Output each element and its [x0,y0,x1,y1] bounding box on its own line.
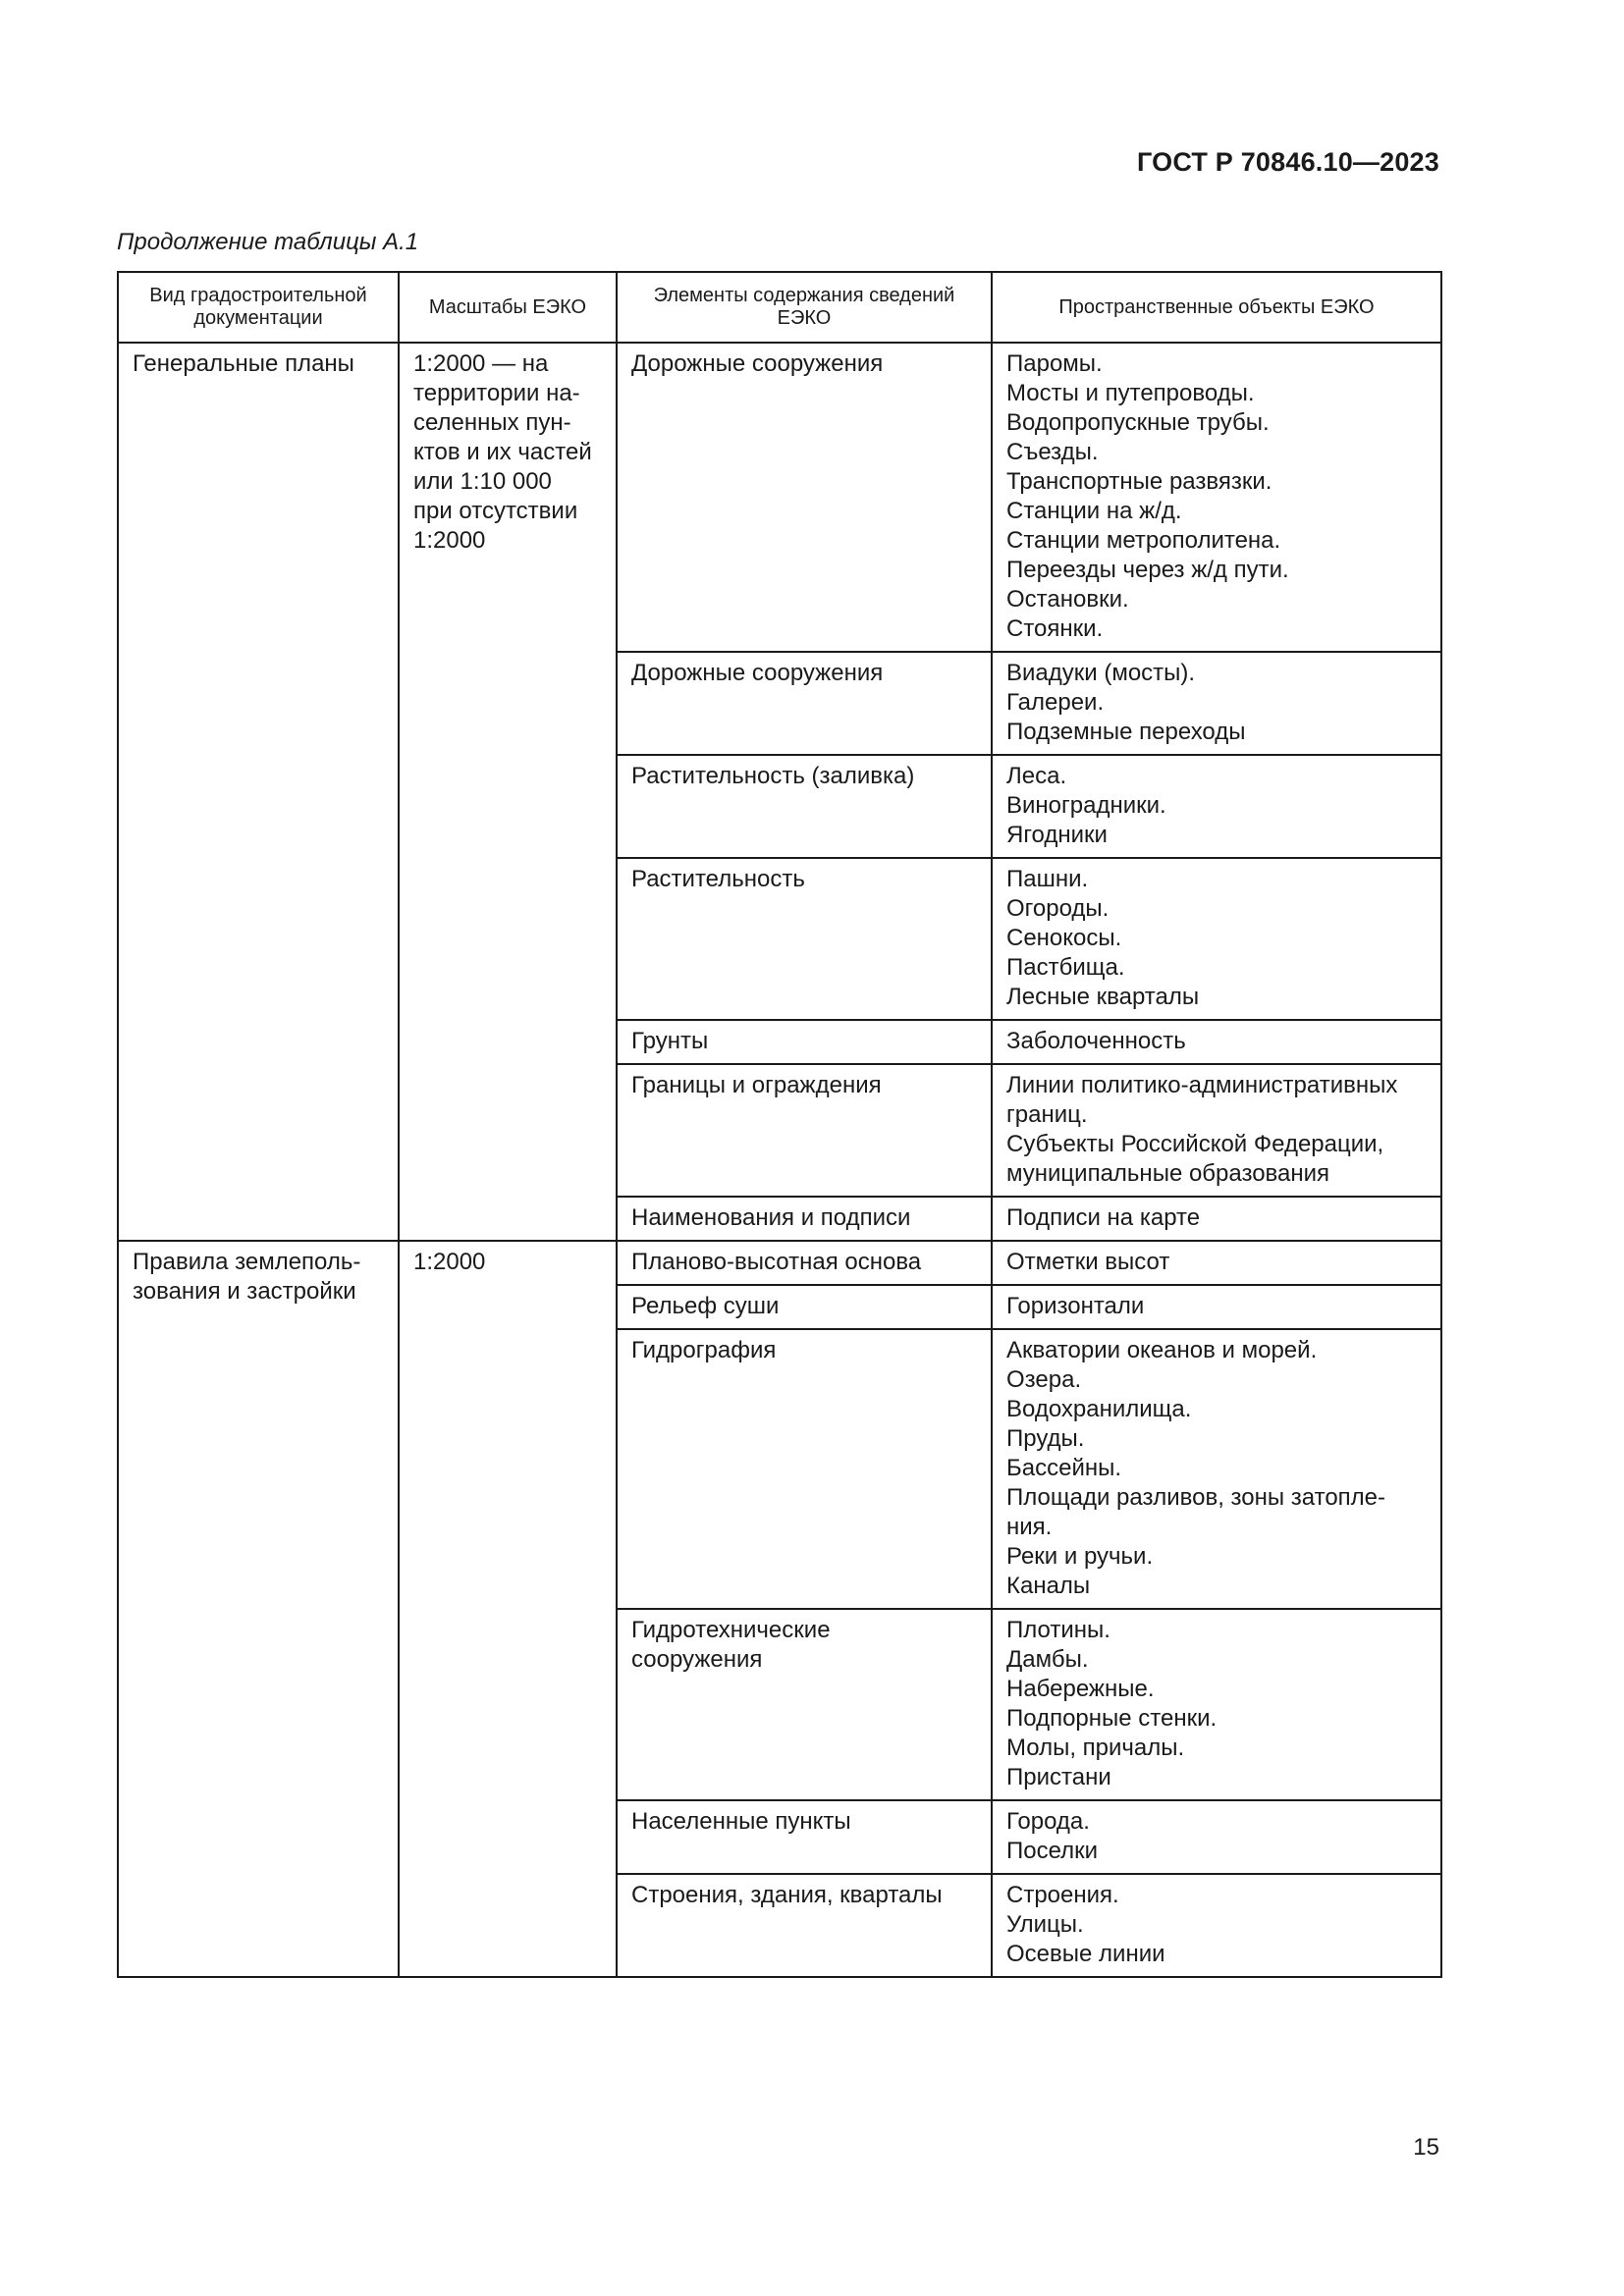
object-item: Дамбы. [1006,1646,1089,1673]
object-item: Озера. [1006,1366,1082,1393]
cell-objects [992,858,1441,1020]
object-item: Станции на ж/д. [1006,498,1182,524]
object-item: Плотины. [1006,1617,1110,1643]
object-item: Подписи на карте [1006,1204,1201,1231]
object-item: ния. [1006,1514,1053,1540]
cell-doc-type [118,1241,399,1977]
object-item: Акватории океанов и морей. [1006,1337,1318,1363]
object-item: Остановки. [1006,586,1129,613]
cell-scale [399,343,617,1241]
object-item: Молы, причалы. [1006,1735,1185,1761]
object-item: Водохранилища. [1006,1396,1192,1422]
column-header-scale: Масштабы ЕЭКО [399,272,617,343]
object-item: Отметки высот [1006,1249,1170,1275]
table-header-row [118,272,1441,343]
cell-objects [992,1285,1441,1329]
object-item: Реки и ручьи. [1006,1543,1154,1570]
document-code: ГОСТ Р 70846.10—2023 [1137,147,1439,177]
column-header-objects: Пространственные объекты ЕЭКО [992,272,1441,343]
scale-line: 1:2000 [413,527,486,554]
object-item: Пруды. [1006,1425,1085,1452]
table-caption: Продолжение таблицы А.1 [117,229,419,255]
table-body [118,343,1441,1977]
cell-element: Дорожные сооружения [617,343,992,652]
object-item: Лесные кварталы [1006,984,1200,1010]
object-item: Сенокосы. [1006,925,1122,951]
data-table [117,271,1442,1978]
table-row [118,343,1441,652]
cell-doc-type: Генеральные планы [118,343,399,1241]
scale-line: 1:2000 — на [413,350,549,377]
scale-line: селенных пун- [413,409,571,436]
doc-type-line: зования и застройки [133,1278,356,1305]
object-item: Виадуки (мосты). [1006,660,1196,686]
object-item: Огороды. [1006,895,1110,922]
cell-objects [992,1197,1441,1241]
object-item: Галереи. [1006,689,1105,716]
cell-element: Наименования и подписи [617,1197,992,1241]
cell-objects [992,1800,1441,1874]
object-item: Пастбища. [1006,954,1125,981]
column-header-doc-type: Вид градостроительной документации [118,272,399,343]
doc-type-line: Правила землеполь- [133,1249,361,1275]
scale-line: или 1:10 000 [413,468,552,495]
object-item: муниципальные образования [1006,1160,1330,1187]
object-item: Бассейны. [1006,1455,1122,1481]
cell-element: Строения, здания, кварталы [617,1874,992,1977]
object-item: Поселки [1006,1838,1099,1864]
cell-element: Рельеф суши [617,1285,992,1329]
object-item: Подземные переходы [1006,719,1246,745]
object-item: Улицы. [1006,1911,1084,1938]
cell-objects [992,1329,1441,1609]
cell-element [617,1609,992,1800]
object-item: Водопропускные трубы. [1006,409,1270,436]
cell-element: Грунты [617,1020,992,1064]
cell-objects [992,1241,1441,1285]
object-item: Строения. [1006,1882,1119,1908]
object-item: Транспортные развязки. [1006,468,1272,495]
cell-element: Планово-высотная основа [617,1241,992,1285]
object-item: Линии политико-административных [1006,1072,1398,1098]
object-item: Горизонтали [1006,1293,1145,1319]
cell-element: Растительность [617,858,992,1020]
cell-objects [992,1609,1441,1800]
object-item: Пашни. [1006,866,1089,892]
table-row [118,1241,1441,1285]
page-number: 15 [1413,2134,1439,2161]
cell-element: Границы и ограждения [617,1064,992,1197]
cell-element: Дорожные сооружения [617,652,992,755]
element-line: сооружения [631,1646,763,1673]
object-item: Субъекты Российской Федерации, [1006,1131,1384,1157]
cell-objects [992,1064,1441,1197]
object-item: Города. [1006,1808,1090,1835]
cell-objects [992,755,1441,858]
scale-line: 1:2000 [413,1249,486,1275]
object-item: Паромы. [1006,350,1103,377]
object-item: границ. [1006,1101,1088,1128]
scale-line: территории на- [413,380,580,406]
object-item: Набережные. [1006,1676,1155,1702]
scale-line: ктов и их частей [413,439,592,465]
object-item: Переезды через ж/д пути. [1006,557,1289,583]
cell-element: Гидрография [617,1329,992,1609]
object-item: Станции метрополитена. [1006,527,1281,554]
object-item: Подпорные стенки. [1006,1705,1218,1732]
cell-objects [992,652,1441,755]
object-item: Стоянки. [1006,615,1104,642]
cell-objects [992,1874,1441,1977]
cell-objects [992,1020,1441,1064]
object-item: Пристани [1006,1764,1111,1790]
element-line: Гидротехнические [631,1617,831,1643]
object-item: Осевые линии [1006,1941,1165,1967]
cell-element: Растительность (заливка) [617,755,992,858]
object-item: Виноградники. [1006,792,1166,819]
object-item: Съезды. [1006,439,1099,465]
column-header-elements: Элементы содержания сведений ЕЭКО [617,272,992,343]
object-item: Площади разливов, зоны затопле- [1006,1484,1386,1511]
object-item: Мосты и путепроводы. [1006,380,1255,406]
object-item: Ягодники [1006,822,1108,848]
object-item: Заболоченность [1006,1028,1186,1054]
scale-line: при отсутствии [413,498,578,524]
cell-objects [992,343,1441,652]
cell-element: Населенные пункты [617,1800,992,1874]
object-item: Каналы [1006,1573,1091,1599]
cell-scale [399,1241,617,1977]
object-item: Леса. [1006,763,1067,789]
